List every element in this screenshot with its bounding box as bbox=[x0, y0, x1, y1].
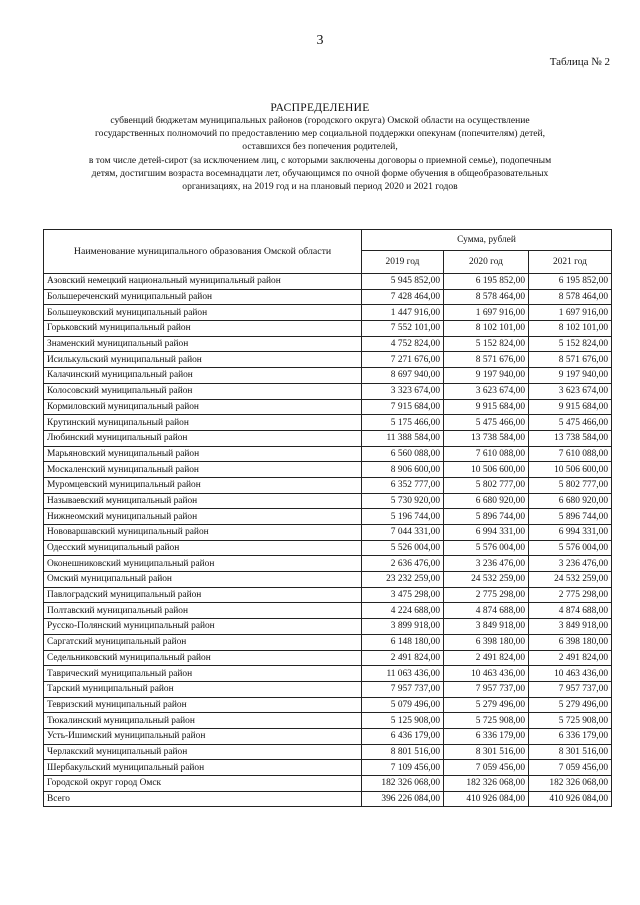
municipality-name-cell: Шербакульский муниципальный район bbox=[44, 760, 362, 776]
amount-cell: 6 336 179,00 bbox=[529, 728, 612, 744]
amount-cell: 6 560 088,00 bbox=[362, 446, 444, 462]
amount-cell: 8 697 940,00 bbox=[362, 368, 444, 384]
table-label: Таблица № 2 bbox=[549, 56, 610, 68]
subtitle-line: субвенций бюджетам муниципальных районов (городского округа) Омской области на осуществление bbox=[110, 115, 530, 126]
amount-cell: 7 957 737,00 bbox=[529, 681, 612, 697]
amount-cell: 13 738 584,00 bbox=[444, 430, 529, 446]
municipality-name-cell: Тевризский муниципальный район bbox=[44, 697, 362, 713]
table-row bbox=[44, 305, 612, 321]
amount-cell: 7 428 464,00 bbox=[362, 289, 444, 305]
subtitle-line: детям, достигшим возраста восемнадцати лет, обучающимся по очной форме обучения в общеобразовательных bbox=[91, 167, 549, 179]
amount-cell: 5 725 908,00 bbox=[529, 713, 612, 729]
amount-cell: 24 532 259,00 bbox=[529, 572, 612, 588]
document-subtitle bbox=[40, 114, 600, 193]
amount-cell: 8 301 516,00 bbox=[529, 744, 612, 760]
amount-cell: 4 752 824,00 bbox=[362, 336, 444, 352]
table-row bbox=[44, 383, 612, 399]
header-sum: Сумма, рублей bbox=[362, 230, 612, 251]
amount-cell: 5 526 004,00 bbox=[362, 540, 444, 556]
table-row bbox=[44, 650, 612, 666]
amount-cell: 2 636 476,00 bbox=[362, 556, 444, 572]
table-row bbox=[44, 760, 612, 776]
municipality-name-cell: Муромцевский муниципальный район bbox=[44, 477, 362, 493]
municipality-name-cell: Одесский муниципальный район bbox=[44, 540, 362, 556]
municipality-name-cell: Любинский муниципальный район bbox=[44, 430, 362, 446]
table-row bbox=[44, 572, 612, 588]
amount-cell: 7 552 101,00 bbox=[362, 321, 444, 337]
amount-cell: 6 195 852,00 bbox=[444, 274, 529, 290]
amount-cell: 9 197 940,00 bbox=[529, 368, 612, 384]
municipality-name-cell: Оконешниковский муниципальный район bbox=[44, 556, 362, 572]
municipality-name-cell: Исилькульский муниципальный район bbox=[44, 352, 362, 368]
municipality-name-cell: Городской округ город Омск bbox=[44, 776, 362, 792]
table-row bbox=[44, 525, 612, 541]
amount-cell: 6 680 920,00 bbox=[529, 493, 612, 509]
page-number: 3 bbox=[316, 33, 324, 48]
amount-cell: 5 475 466,00 bbox=[529, 415, 612, 431]
amount-cell: 5 475 466,00 bbox=[444, 415, 529, 431]
table-row bbox=[44, 289, 612, 305]
municipality-name-cell: Полтавский муниципальный район bbox=[44, 603, 362, 619]
amount-cell: 5 730 920,00 bbox=[362, 493, 444, 509]
table-row bbox=[44, 446, 612, 462]
subtitle-line: в том числе детей-сирот (за исключением лиц, с которыми заключены договоры о приемной семье), подопечным bbox=[88, 154, 552, 166]
municipality-name-cell: Павлоградский муниципальный район bbox=[44, 587, 362, 603]
municipality-name-cell: Большереченский муниципальный район bbox=[44, 289, 362, 305]
header-year: 2020 год bbox=[444, 251, 529, 274]
amount-cell: 5 175 466,00 bbox=[362, 415, 444, 431]
amount-cell: 6 994 331,00 bbox=[529, 525, 612, 541]
municipality-name-cell: Нововаршавский муниципальный район bbox=[44, 525, 362, 541]
table-row bbox=[44, 399, 612, 415]
table-row bbox=[44, 509, 612, 525]
header-name: Наименование муниципального образования Омской области bbox=[44, 230, 362, 274]
amount-cell: 10 463 436,00 bbox=[529, 666, 612, 682]
amount-cell: 8 571 676,00 bbox=[529, 352, 612, 368]
amount-cell: 10 506 600,00 bbox=[529, 462, 612, 478]
subtitle-line: организациях, на 2019 год и на плановый период 2020 и 2021 годов bbox=[182, 181, 458, 193]
table-row bbox=[44, 697, 612, 713]
amount-cell: 3 623 674,00 bbox=[529, 383, 612, 399]
amount-cell: 5 945 852,00 bbox=[362, 274, 444, 290]
amount-cell: 5 279 496,00 bbox=[444, 697, 529, 713]
amount-cell: 7 610 088,00 bbox=[529, 446, 612, 462]
table-row bbox=[44, 634, 612, 650]
table-row bbox=[44, 713, 612, 729]
amount-cell: 8 301 516,00 bbox=[444, 744, 529, 760]
municipality-name-cell: Азовский немецкий национальный муниципальный район bbox=[44, 274, 362, 290]
municipality-name-cell: Крутинский муниципальный район bbox=[44, 415, 362, 431]
amount-cell: 7 059 456,00 bbox=[529, 760, 612, 776]
table-row bbox=[44, 477, 612, 493]
amount-cell: 8 102 101,00 bbox=[529, 321, 612, 337]
subtitle-line: государственных полномочий по предоставлению мер социальной поддержки опекунам (попечителям) детей, bbox=[94, 128, 546, 140]
document-title: РАСПРЕДЕЛЕНИЕ bbox=[270, 102, 370, 114]
header-year: 2021 год bbox=[529, 251, 612, 274]
amount-cell: 1 697 916,00 bbox=[444, 305, 529, 321]
municipality-name-cell: Тюкалинский муниципальный район bbox=[44, 713, 362, 729]
municipality-name-cell: Калачинский муниципальный район bbox=[44, 368, 362, 384]
amount-cell: 8 571 676,00 bbox=[444, 352, 529, 368]
amount-cell: 9 915 684,00 bbox=[529, 399, 612, 415]
table-row bbox=[44, 430, 612, 446]
amount-cell: 10 463 436,00 bbox=[444, 666, 529, 682]
municipality-name-cell: Горьковский муниципальный район bbox=[44, 321, 362, 337]
amount-cell: 6 148 180,00 bbox=[362, 634, 444, 650]
amount-cell: 5 152 824,00 bbox=[529, 336, 612, 352]
amount-cell: 11 388 584,00 bbox=[362, 430, 444, 446]
amount-cell: 13 738 584,00 bbox=[529, 430, 612, 446]
amount-cell: 182 326 068,00 bbox=[529, 776, 612, 792]
amount-cell: 6 352 777,00 bbox=[362, 477, 444, 493]
amount-cell: 8 578 464,00 bbox=[444, 289, 529, 305]
amount-cell: 7 957 737,00 bbox=[444, 681, 529, 697]
table-row bbox=[44, 493, 612, 509]
table-row bbox=[44, 791, 612, 807]
amount-cell: 23 232 259,00 bbox=[362, 572, 444, 588]
amount-cell: 7 044 331,00 bbox=[362, 525, 444, 541]
amount-cell: 5 279 496,00 bbox=[529, 697, 612, 713]
subtitle-line: оставшихся без попечения родителей, bbox=[242, 141, 398, 153]
amount-cell: 10 506 600,00 bbox=[444, 462, 529, 478]
municipality-name-cell: Таврический муниципальный район bbox=[44, 666, 362, 682]
table-row bbox=[44, 666, 612, 682]
amount-cell: 1 447 916,00 bbox=[362, 305, 444, 321]
amount-cell: 4 874 688,00 bbox=[529, 603, 612, 619]
municipality-name-cell: Всего bbox=[44, 791, 362, 807]
subsidy-table bbox=[43, 229, 612, 807]
amount-cell: 2 491 824,00 bbox=[362, 650, 444, 666]
amount-cell: 3 236 476,00 bbox=[529, 556, 612, 572]
municipality-name-cell: Саргатский муниципальный район bbox=[44, 634, 362, 650]
amount-cell: 6 398 180,00 bbox=[444, 634, 529, 650]
municipality-name-cell: Марьяновский муниципальный район bbox=[44, 446, 362, 462]
amount-cell: 3 236 476,00 bbox=[444, 556, 529, 572]
amount-cell: 410 926 084,00 bbox=[529, 791, 612, 807]
amount-cell: 3 323 674,00 bbox=[362, 383, 444, 399]
amount-cell: 5 896 744,00 bbox=[444, 509, 529, 525]
amount-cell: 5 576 004,00 bbox=[444, 540, 529, 556]
amount-cell: 5 196 744,00 bbox=[362, 509, 444, 525]
municipality-name-cell: Знаменский муниципальный район bbox=[44, 336, 362, 352]
table-row bbox=[44, 415, 612, 431]
amount-cell: 6 994 331,00 bbox=[444, 525, 529, 541]
amount-cell: 5 079 496,00 bbox=[362, 697, 444, 713]
table-row bbox=[44, 336, 612, 352]
amount-cell: 7 957 737,00 bbox=[362, 681, 444, 697]
table-row bbox=[44, 681, 612, 697]
amount-cell: 2 775 298,00 bbox=[444, 587, 529, 603]
table-row bbox=[44, 776, 612, 792]
municipality-name-cell: Называевский муниципальный район bbox=[44, 493, 362, 509]
amount-cell: 5 896 744,00 bbox=[529, 509, 612, 525]
amount-cell: 2 775 298,00 bbox=[529, 587, 612, 603]
amount-cell: 4 224 688,00 bbox=[362, 603, 444, 619]
municipality-name-cell: Седельниковский муниципальный район bbox=[44, 650, 362, 666]
amount-cell: 4 874 688,00 bbox=[444, 603, 529, 619]
amount-cell: 6 336 179,00 bbox=[444, 728, 529, 744]
amount-cell: 5 152 824,00 bbox=[444, 336, 529, 352]
amount-cell: 8 578 464,00 bbox=[529, 289, 612, 305]
amount-cell: 182 326 068,00 bbox=[444, 776, 529, 792]
amount-cell: 9 197 940,00 bbox=[444, 368, 529, 384]
municipality-name-cell: Черлакский муниципальный район bbox=[44, 744, 362, 760]
amount-cell: 3 849 918,00 bbox=[444, 619, 529, 635]
amount-cell: 7 271 676,00 bbox=[362, 352, 444, 368]
table-body bbox=[44, 274, 612, 807]
amount-cell: 2 491 824,00 bbox=[529, 650, 612, 666]
amount-cell: 2 491 824,00 bbox=[444, 650, 529, 666]
amount-cell: 3 899 918,00 bbox=[362, 619, 444, 635]
table-row bbox=[44, 321, 612, 337]
table-row bbox=[44, 274, 612, 290]
table-row bbox=[44, 603, 612, 619]
amount-cell: 7 109 456,00 bbox=[362, 760, 444, 776]
amount-cell: 3 475 298,00 bbox=[362, 587, 444, 603]
municipality-name-cell: Усть-Ишимский муниципальный район bbox=[44, 728, 362, 744]
amount-cell: 6 398 180,00 bbox=[529, 634, 612, 650]
municipality-name-cell: Колосовский муниципальный район bbox=[44, 383, 362, 399]
amount-cell: 182 326 068,00 bbox=[362, 776, 444, 792]
amount-cell: 7 059 456,00 bbox=[444, 760, 529, 776]
amount-cell: 5 802 777,00 bbox=[529, 477, 612, 493]
amount-cell: 5 576 004,00 bbox=[529, 540, 612, 556]
amount-cell: 8 801 516,00 bbox=[362, 744, 444, 760]
amount-cell: 5 125 908,00 bbox=[362, 713, 444, 729]
table-row bbox=[44, 540, 612, 556]
amount-cell: 5 802 777,00 bbox=[444, 477, 529, 493]
table-row bbox=[44, 619, 612, 635]
municipality-name-cell: Нижнеомский муниципальный район bbox=[44, 509, 362, 525]
amount-cell: 5 725 908,00 bbox=[444, 713, 529, 729]
municipality-name-cell: Кормиловский муниципальный район bbox=[44, 399, 362, 415]
amount-cell: 3 849 918,00 bbox=[529, 619, 612, 635]
municipality-name-cell: Большеуковский муниципальный район bbox=[44, 305, 362, 321]
amount-cell: 6 680 920,00 bbox=[444, 493, 529, 509]
municipality-name-cell: Тарский муниципальный район bbox=[44, 681, 362, 697]
amount-cell: 410 926 084,00 bbox=[444, 791, 529, 807]
amount-cell: 8 102 101,00 bbox=[444, 321, 529, 337]
table-row bbox=[44, 368, 612, 384]
amount-cell: 3 623 674,00 bbox=[444, 383, 529, 399]
municipality-name-cell: Омский муниципальный район bbox=[44, 572, 362, 588]
table-row bbox=[44, 352, 612, 368]
amount-cell: 11 063 436,00 bbox=[362, 666, 444, 682]
municipality-name-cell: Москаленский муниципальный район bbox=[44, 462, 362, 478]
amount-cell: 8 906 600,00 bbox=[362, 462, 444, 478]
table-row bbox=[44, 462, 612, 478]
amount-cell: 6 436 179,00 bbox=[362, 728, 444, 744]
amount-cell: 6 195 852,00 bbox=[529, 274, 612, 290]
municipality-name-cell: Русско-Полянский муниципальный район bbox=[44, 619, 362, 635]
table-row bbox=[44, 728, 612, 744]
header-year: 2019 год bbox=[362, 251, 444, 274]
table-row bbox=[44, 556, 612, 572]
amount-cell: 9 915 684,00 bbox=[444, 399, 529, 415]
amount-cell: 7 610 088,00 bbox=[444, 446, 529, 462]
amount-cell: 1 697 916,00 bbox=[529, 305, 612, 321]
table-row bbox=[44, 744, 612, 760]
amount-cell: 7 915 684,00 bbox=[362, 399, 444, 415]
amount-cell: 24 532 259,00 bbox=[444, 572, 529, 588]
amount-cell: 396 226 084,00 bbox=[362, 791, 444, 807]
table-row bbox=[44, 587, 612, 603]
